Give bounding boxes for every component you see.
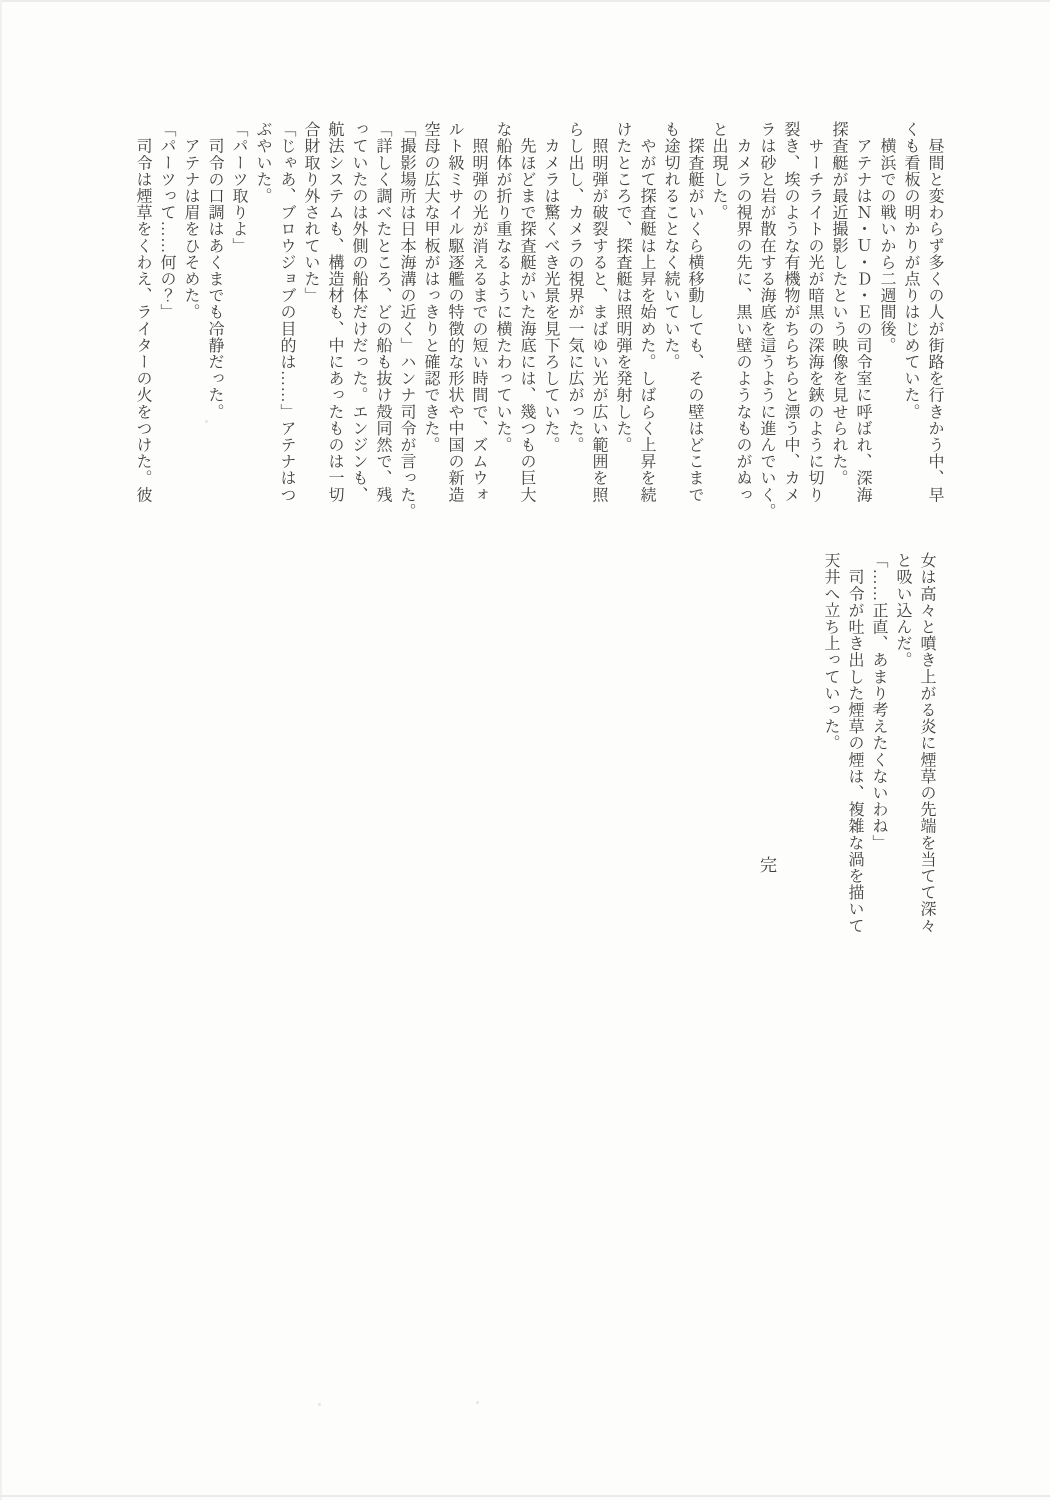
text-line: な船体が折り重なるように横たわっていた。 xyxy=(494,121,511,453)
text-line: 照明弾が破裂すると、まばゆい光が広い範囲を照 xyxy=(590,121,607,503)
text-line: 裂き、埃のような有機物がちらちらと漂う中、カメ xyxy=(782,121,799,503)
text-line: と吸い込んだ。 xyxy=(894,552,911,669)
text-line: カメラは驚くべき光景を見下ろしていた。 xyxy=(542,121,559,453)
text-line: 合財取り外されていた」 xyxy=(302,121,319,304)
end-mark: 完 xyxy=(757,856,776,873)
text-line: っていたのは外側の船体だけだった。エンジンも、 xyxy=(350,121,367,503)
text-line: 横浜での戦いから二週間後。 xyxy=(878,121,895,354)
text-line: サーチライトの光が暗黒の深海を鋏のように切り xyxy=(806,121,823,503)
text-line: らし出し、カメラの視界が一気に広がった。 xyxy=(566,121,583,453)
text-line: ラは砂と岩が散在する海底を這うように進んでいく。 xyxy=(758,121,775,520)
text-line: 女は高々と噴き上がる炎に煙草の先端を当てて深々 xyxy=(918,552,935,934)
text-line: 「パーツ取りよ」 xyxy=(230,121,247,254)
text-line: アテナは眉をひそめた。 xyxy=(182,121,199,321)
text-line: 司令は煙草をくわえ、ライターの火をつけた。彼 xyxy=(134,121,151,503)
text-block-upper xyxy=(130,121,946,535)
scan-edge-top xyxy=(0,0,1050,2)
text-line: 司令の口調はあくまでも冷静だった。 xyxy=(206,121,223,420)
text-line: 先ほどまで探査艇がいた海底には、幾つもの巨大 xyxy=(518,121,535,503)
text-line: も途切れることなく続いていた。 xyxy=(662,121,679,370)
text-line: カメラの視界の先に、黒い壁のようなものがぬっ xyxy=(734,121,751,503)
text-line: 「じゃあ、ブロウジョブの目的は……」アテナはつ xyxy=(278,121,295,503)
text-line: ぶやいた。 xyxy=(254,121,271,204)
text-line: けたところで、探査艇は照明弾を発射した。 xyxy=(614,121,631,453)
text-line: 照明弾の光が消えるまでの短い時間で、ズムウォ xyxy=(470,121,487,503)
text-line: 司令が吐き出した煙草の煙は、複雑な渦を描いて xyxy=(846,552,863,934)
text-line: 天井へ立ち上っていった。 xyxy=(822,552,839,752)
text-line: くも看板の明かりが点りはじめていた。 xyxy=(902,121,919,420)
scan-edge-bottom xyxy=(0,1495,1050,1497)
text-line: 「詳しく調べたところ、どの船も抜け殻同然で、残 xyxy=(374,121,391,503)
text-line: 探査艇が最近撮影したという映像を見せられた。 xyxy=(830,121,847,487)
text-line: アテナはＮ・Ｕ・Ｄ・Ｅの司令室に呼ばれ、深海 xyxy=(854,121,871,503)
scan-speck xyxy=(476,1401,479,1404)
text-line: 航法システムも、構造材も、中にあったものは一切 xyxy=(326,121,343,503)
text-line: 「……正直、あまり考えたくないわね」 xyxy=(870,552,887,851)
text-line: やがて探査艇は上昇を始めた。しばらく上昇を続 xyxy=(638,121,655,503)
text-line: 「撮影場所は日本海溝の近く」ハンナ司令が言った。 xyxy=(398,121,415,520)
text-line: 空母の広大な甲板がはっきりと確認できた。 xyxy=(422,121,439,453)
text-line: 「パーツって……何の？」 xyxy=(158,121,175,321)
text-line: ルト級ミサイル駆逐艦の特徴的な形状や中国の新造 xyxy=(446,121,463,503)
text-line: 昼間と変わらず多くの人が街路を行きかう中、早 xyxy=(926,121,943,503)
scan-edge-left xyxy=(0,0,2,1500)
text-line: と出現した。 xyxy=(710,121,727,221)
text-block-lower xyxy=(818,552,938,948)
scan-speck xyxy=(318,1403,321,1406)
text-line: 探査艇がいくら横移動しても、その壁はどこまで xyxy=(686,121,703,503)
